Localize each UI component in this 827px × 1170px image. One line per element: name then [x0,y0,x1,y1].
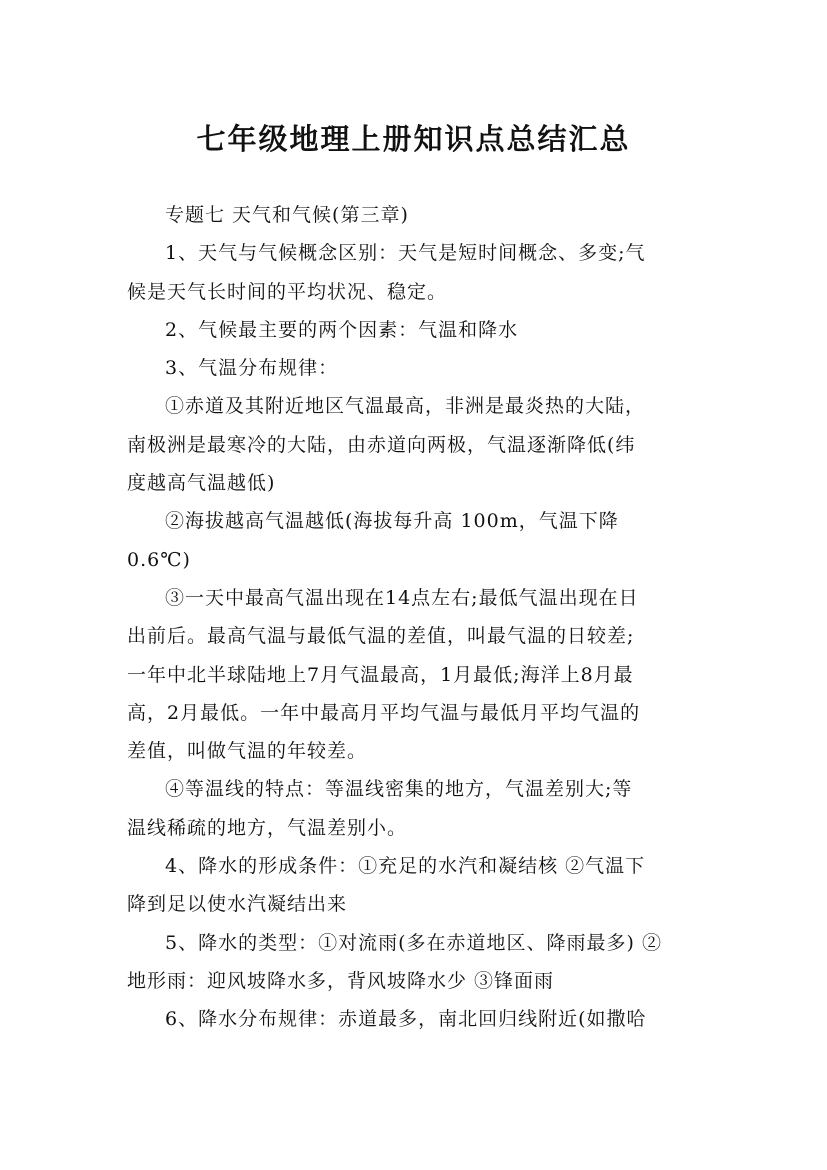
document-title: 七年级地理上册知识点总结汇总 [196,122,631,157]
paragraph [127,1000,705,1038]
paragraph [127,847,705,924]
paragraph [127,349,705,387]
text-line: ①赤道及其附近地区气温最高，非洲是最炎热的大陆， [165,395,646,418]
paragraph [127,234,705,311]
text-line: 专题七 天气和气候(第三章) [165,204,409,226]
text-line: 南极洲是最寒冷的大陆，由赤道向两极，气温逐渐降低(纬 [127,433,636,456]
text-line: 0.6℃) [127,548,191,571]
text-line: 2、气候最主要的两个因素：气温和降水 [165,318,519,341]
paragraph [127,579,705,770]
text-line: ②海拔越高气温越低(海拔每升高 100m，气温下降 [165,510,619,533]
paragraph [127,924,705,1001]
document-body [127,196,705,1039]
text-line: 3、气温分布规律： [165,357,339,380]
text-line: ③一天中最高气温出现在14点左右;最低气温出现在日 [165,586,639,609]
text-line: 地形雨：迎风坡降水多，背风坡降水少 ③锋面雨 [127,969,555,992]
text-line: 出前后。最高气温与最低气温的差值，叫最气温的日较差; [127,625,635,648]
text-line: ④等温线的特点：等温线密集的地方，气温差别大;等 [165,778,633,801]
paragraph [127,502,705,579]
paragraph [127,770,705,847]
paragraph [127,387,705,502]
text-line: 高，2月最低。一年中最高月平均气温与最低月平均气温的 [127,701,641,724]
paragraph [127,196,705,234]
text-line: 候是天气长时间的平均状况、稳定。 [127,280,448,303]
text-line: 6、降水分布规律：赤道最多，南北回归线附近(如撒哈 [165,1008,647,1031]
text-line: 度越高气温越低) [127,472,276,495]
text-line: 差值，叫做气温的年较差。 [127,740,368,763]
text-line: 5、降水的类型：①对流雨(多在赤道地区、降雨最多) ② [165,931,662,954]
text-line: 1、天气与气候概念区别：天气是短时间概念、多变;气 [165,242,646,265]
text-line: 降到足以使水汽凝结出来 [127,893,348,916]
paragraph [127,311,705,349]
text-line: 温线稀疏的地方，气温差别小。 [127,816,408,839]
text-line: 4、降水的形成条件：①充足的水汽和凝结核 ②气温下 [165,855,646,878]
text-line: 一年中北半球陆地上7月气温最高，1月最低;海洋上8月最 [127,663,634,686]
